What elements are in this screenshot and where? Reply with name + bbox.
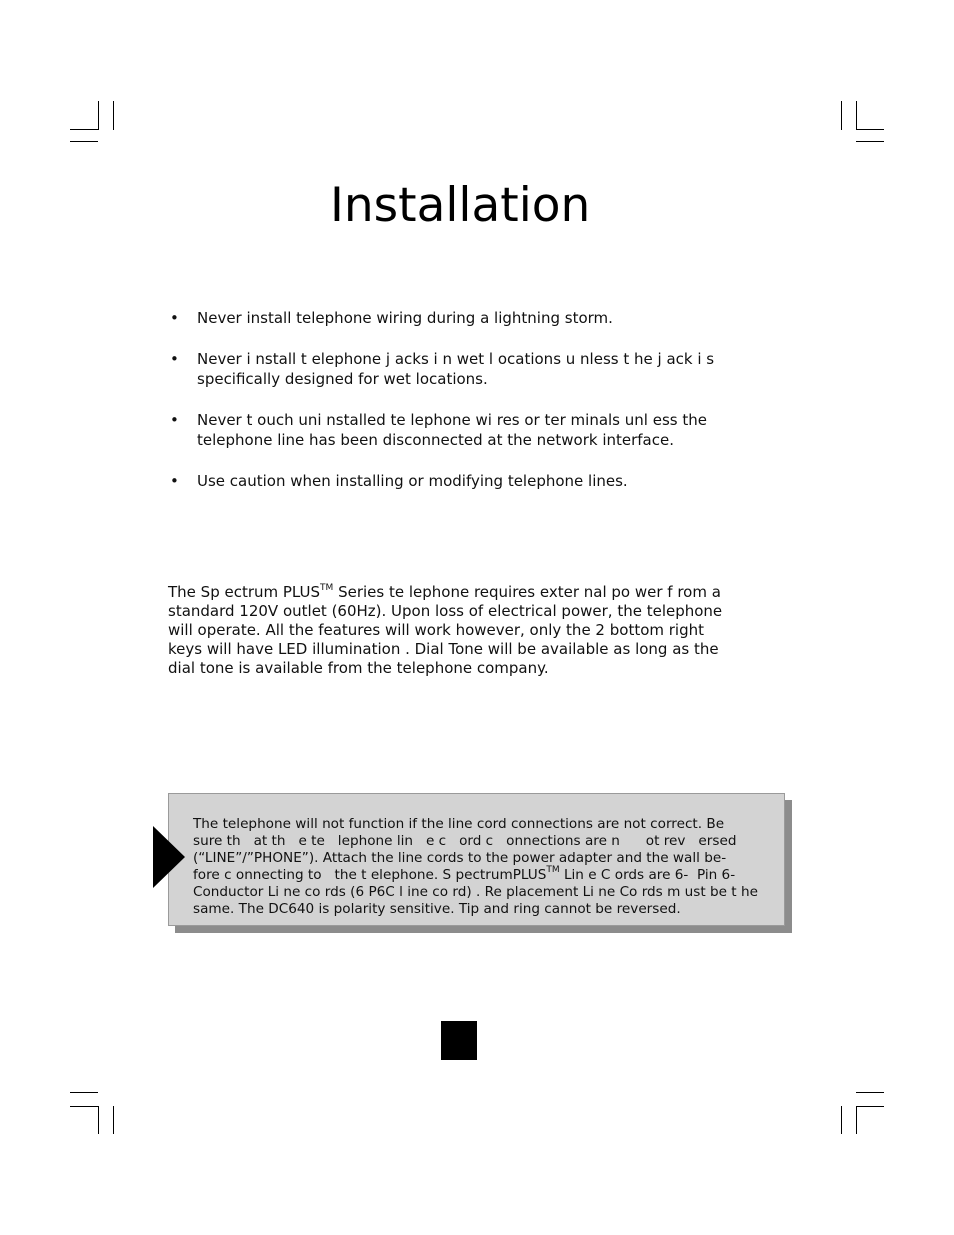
power-requirements-paragraph (168, 583, 754, 678)
safety-bullet-4 (168, 471, 768, 491)
power-lead: The Sp ectrum PLUS (168, 583, 321, 601)
crop-mark-bottom-right-v2 (856, 1106, 857, 1134)
power-line3: will operate. All the features will work however, only the 2 bottom right (168, 621, 705, 639)
note-line1: The telephone will not function if the line cord connections are not correct. Be (193, 816, 725, 832)
safety-bullet-list (168, 308, 768, 512)
bullet-text-line1: Never i nstall t elephone j acks i n wet l ocations u nless t he j ack i s (197, 350, 715, 368)
note-pointer-arrow-icon (153, 826, 185, 888)
note-line2: sure th at th e te lephone lin e c ord c onnections are n ot rev ersed (193, 833, 737, 849)
bullet-text-line1: Never t ouch uni nstalled te lephone wi res or ter minals unl ess the (197, 411, 707, 429)
crop-mark-top-right-v (841, 101, 842, 130)
crop-mark-bottom-left-h2 (70, 1106, 98, 1107)
crop-mark-top-right-h2 (856, 141, 884, 142)
trademark-mark: TM (320, 583, 334, 593)
safety-bullet-1 (168, 308, 768, 328)
crop-mark-top-left-h (70, 129, 98, 130)
crop-mark-top-right-h (856, 129, 884, 130)
note-trademark-mark: TM (546, 865, 560, 875)
note-line4a: fore c onnecting to the t elephone. S pectrumPLUS (193, 867, 547, 883)
note-line5: Conductor Li ne co rds (6 P6C l ine co rd) . Re placement Li ne Co rds m ust be t he (193, 884, 758, 900)
note-line6: same. The DC640 is polarity sensitive. Tip and ring cannot be reversed. (193, 901, 681, 917)
power-line4: keys will have LED illumination . Dial Tone will be available as long as the (168, 640, 719, 658)
crop-mark-bottom-left-v2 (113, 1106, 114, 1134)
crop-mark-top-left-v2 (113, 101, 114, 130)
bullet-dot-icon: • (170, 411, 179, 429)
bullet-text-line2: telephone line has been disconnected at the network interface. (197, 431, 674, 449)
crop-mark-top-right-v2 (856, 101, 857, 130)
crop-mark-bottom-left-h (70, 1092, 98, 1093)
bullet-text-line1: Never install telephone wiring during a lightning storm. (197, 309, 613, 327)
bullet-dot-icon: • (170, 309, 179, 327)
bullet-text-line2: specifically designed for wet locations. (197, 370, 488, 388)
crop-mark-top-left-v (98, 101, 99, 130)
power-line2: standard 120V outlet (60Hz). Upon loss of electrical power, the telephone (168, 602, 723, 620)
power-line5: dial tone is available from the telephone company. (168, 659, 549, 677)
crop-mark-bottom-right-h2 (856, 1106, 884, 1107)
bullet-dot-icon: • (170, 472, 179, 490)
page-number-block (441, 1021, 477, 1060)
safety-bullet-3 (168, 410, 768, 450)
bullet-text-line1: Use caution when installing or modifying telephone lines. (197, 472, 628, 490)
safety-bullet-2 (168, 349, 768, 389)
crop-mark-bottom-right-h (856, 1092, 884, 1093)
polarity-note-box (168, 793, 785, 926)
polarity-note-text (193, 816, 763, 918)
crop-mark-bottom-left-v (98, 1106, 99, 1134)
crop-mark-top-left-h2 (70, 141, 98, 142)
page-title: Installation (330, 178, 591, 233)
bullet-dot-icon: • (170, 350, 179, 368)
power-line1-rest: Series te lephone requires exter nal po wer f rom a (333, 583, 721, 601)
note-line4b: Lin e C ords are 6- Pin 6- (559, 867, 736, 883)
note-line3: (“LINE”/”PHONE”). Attach the line cords to the power adapter and the wall be- (193, 850, 727, 866)
crop-mark-bottom-right-v (841, 1106, 842, 1134)
